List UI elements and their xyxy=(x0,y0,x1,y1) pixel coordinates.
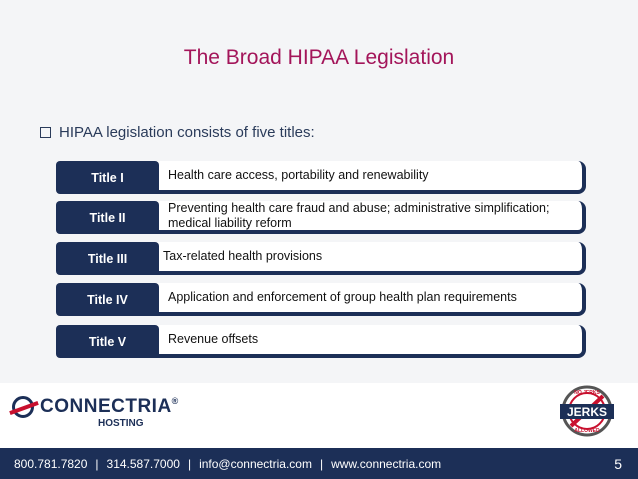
footer-phone-2: 314.587.7000 xyxy=(106,456,180,471)
footer-website-link[interactable]: www.connectria.com xyxy=(331,456,442,471)
globe-icon xyxy=(12,396,34,418)
logo-name: CONNECTRIA® xyxy=(40,396,179,417)
footer-email-link[interactable]: info@connectria.com xyxy=(199,456,312,471)
badge-top-text: NO JERKS xyxy=(574,390,600,396)
footer-separator: | xyxy=(319,456,324,471)
connectria-logo xyxy=(12,396,179,429)
title-row xyxy=(56,242,586,275)
title-tag: Title V xyxy=(56,325,159,358)
footer-phone-1: 800.781.7820 xyxy=(14,456,88,471)
title-description: Tax-related health provisions xyxy=(163,249,323,263)
title-tag: Title III xyxy=(56,242,159,275)
title-row xyxy=(56,283,586,316)
title-description: Health care access, portability and renewability xyxy=(168,168,429,182)
intro-bullet xyxy=(40,124,315,141)
title-row xyxy=(56,201,586,234)
footer-separator: | xyxy=(95,456,99,471)
title-tag: Title I xyxy=(56,161,159,194)
checkbox-bullet-icon xyxy=(40,127,51,138)
badge-bottom-text: ALLOWED xyxy=(574,428,600,434)
title-tag: Title II xyxy=(56,201,159,234)
slide-title: The Broad HIPAA Legislation xyxy=(183,46,455,69)
no-jerks-badge xyxy=(556,384,618,438)
title-description: Revenue offsets xyxy=(168,332,259,346)
page-number: 5 xyxy=(614,455,622,472)
badge-text: JERKS xyxy=(566,405,608,419)
intro-bullet-text: HIPAA legislation consists of five titles: xyxy=(59,124,315,141)
title-row xyxy=(56,161,586,194)
footer-separator: | xyxy=(187,456,192,471)
logo-subtitle: HOSTING xyxy=(98,418,144,429)
title-description: Application and enforcement of group health plan requirements xyxy=(168,290,517,304)
title-tag: Title IV xyxy=(56,283,159,316)
title-row xyxy=(56,325,586,358)
title-description: Preventing health care fraud and abuse; administrative simplification; medical liability reform xyxy=(168,200,550,230)
footer-bar xyxy=(0,448,638,479)
